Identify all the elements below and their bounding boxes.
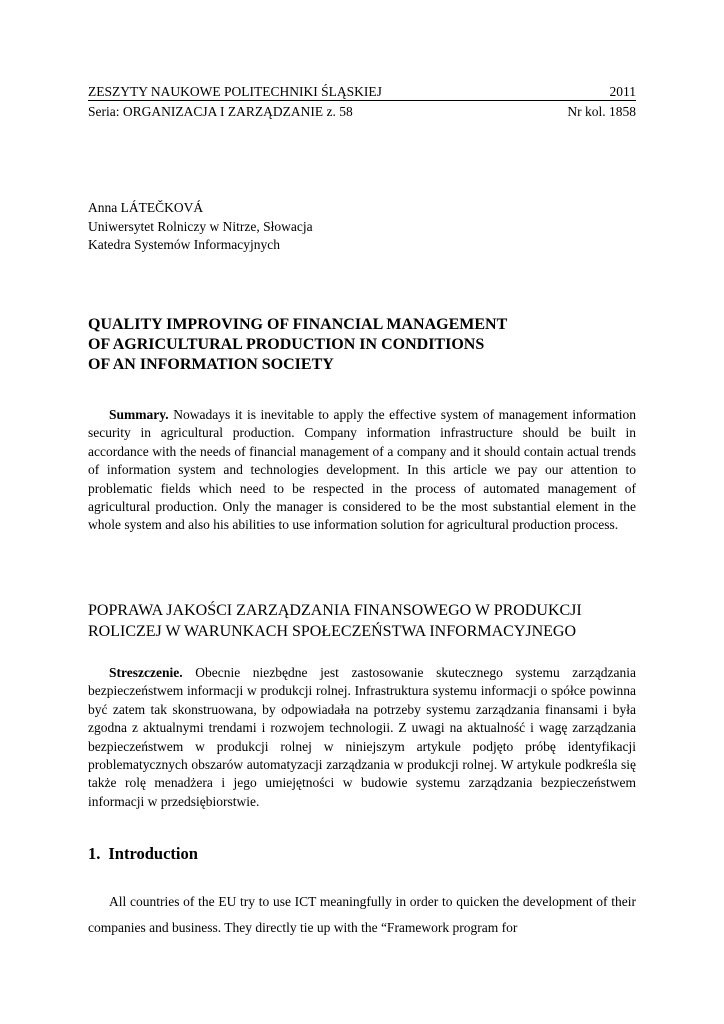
running-header-line-2	[88, 103, 636, 120]
body-paragraph: All countries of the EU try to use ICT meaningfully in order to quicken the development of their companies and business. They directly tie up with the “Framework program for	[88, 894, 636, 935]
author-name: Anna LÁTEČKOVÁ	[88, 200, 204, 215]
summary-abstract	[88, 406, 636, 535]
polish-title-line: POPRAWA JAKOŚCI ZARZĄDZANIA FINANSOWEGO W PRODUKCJI	[88, 602, 582, 619]
polish-title-line: ROLICZEJ W WARUNKACH SPOŁECZEŃSTWA INFORMACYJNEGO	[88, 623, 577, 640]
section-number: 1.	[88, 844, 101, 863]
streszczenie-text: Obecnie niezbędne jest zastosowanie skutecznego systemu zarządzania bezpieczeństwem informacji w produkcji rolnej. Infrastruktura systemu informacji o spółce powinna być zatem tak skonstruowana, by odpowiadała na potrzeby systemu zarządzania finansami i była zgodna z aktualnymi trendami i rozwojem technologii. Z uwagi na aktualność i wagę zarządzania bezpieczeństwem w produkcji rolnej w niniejszym artykule podjęto próbę identyfikacji problematycznych obszarów automatyzacji zarządzania w produkcji rolnej. W artykule podkreśla się także rolę menadżera i jego umiejętności w budowie systemu zarządzania bezpieczeństwem informacji w przedsiębiorstwie.	[88, 665, 636, 809]
section-heading-introduction	[88, 843, 198, 865]
paper-title	[88, 315, 648, 375]
streszczenie-label: Streszczenie.	[109, 665, 183, 680]
author-affiliation-university: Uniwersytet Rolniczy w Nitrze, Słowacja	[88, 218, 313, 234]
summary-label: Summary.	[109, 407, 169, 422]
section-title: Introduction	[108, 844, 198, 863]
author-block	[88, 199, 313, 255]
journal-year: 2011	[609, 84, 636, 99]
summary-text: Nowadays it is inevitable to apply the effective system of management information security in agricultural production. Company information infrastructure should be built in accordance with the needs of financial management of a company and it should contain actual trends of information system and technologies development. In this article we pay our attention to problematic fields which need to be respected in the process of automated management of agricultural production. Only the manager is considered to be the most substantial element in the whole system and also his abilities to use information solution for agricultural production process.	[88, 407, 636, 533]
paper-title-line: QUALITY IMPROVING OF FINANCIAL MANAGEMENT	[88, 316, 508, 333]
running-header-line-1	[88, 83, 636, 100]
paper-title-line: OF AN INFORMATION SOCIETY	[88, 356, 334, 373]
issue-number: Nr kol. 1858	[567, 104, 636, 119]
polish-abstract	[88, 664, 636, 811]
header-rule	[88, 100, 636, 101]
polish-title	[88, 600, 648, 642]
paper-title-line: OF AGRICULTURAL PRODUCTION IN CONDITIONS	[88, 336, 485, 353]
journal-name: ZESZYTY NAUKOWE POLITECHNIKI ŚLĄSKIEJ	[88, 84, 382, 99]
series-name: Seria: ORGANIZACJA I ZARZĄDZANIE z. 58	[88, 104, 353, 119]
author-affiliation-department: Katedra Systemów Informacyjnych	[88, 237, 280, 252]
